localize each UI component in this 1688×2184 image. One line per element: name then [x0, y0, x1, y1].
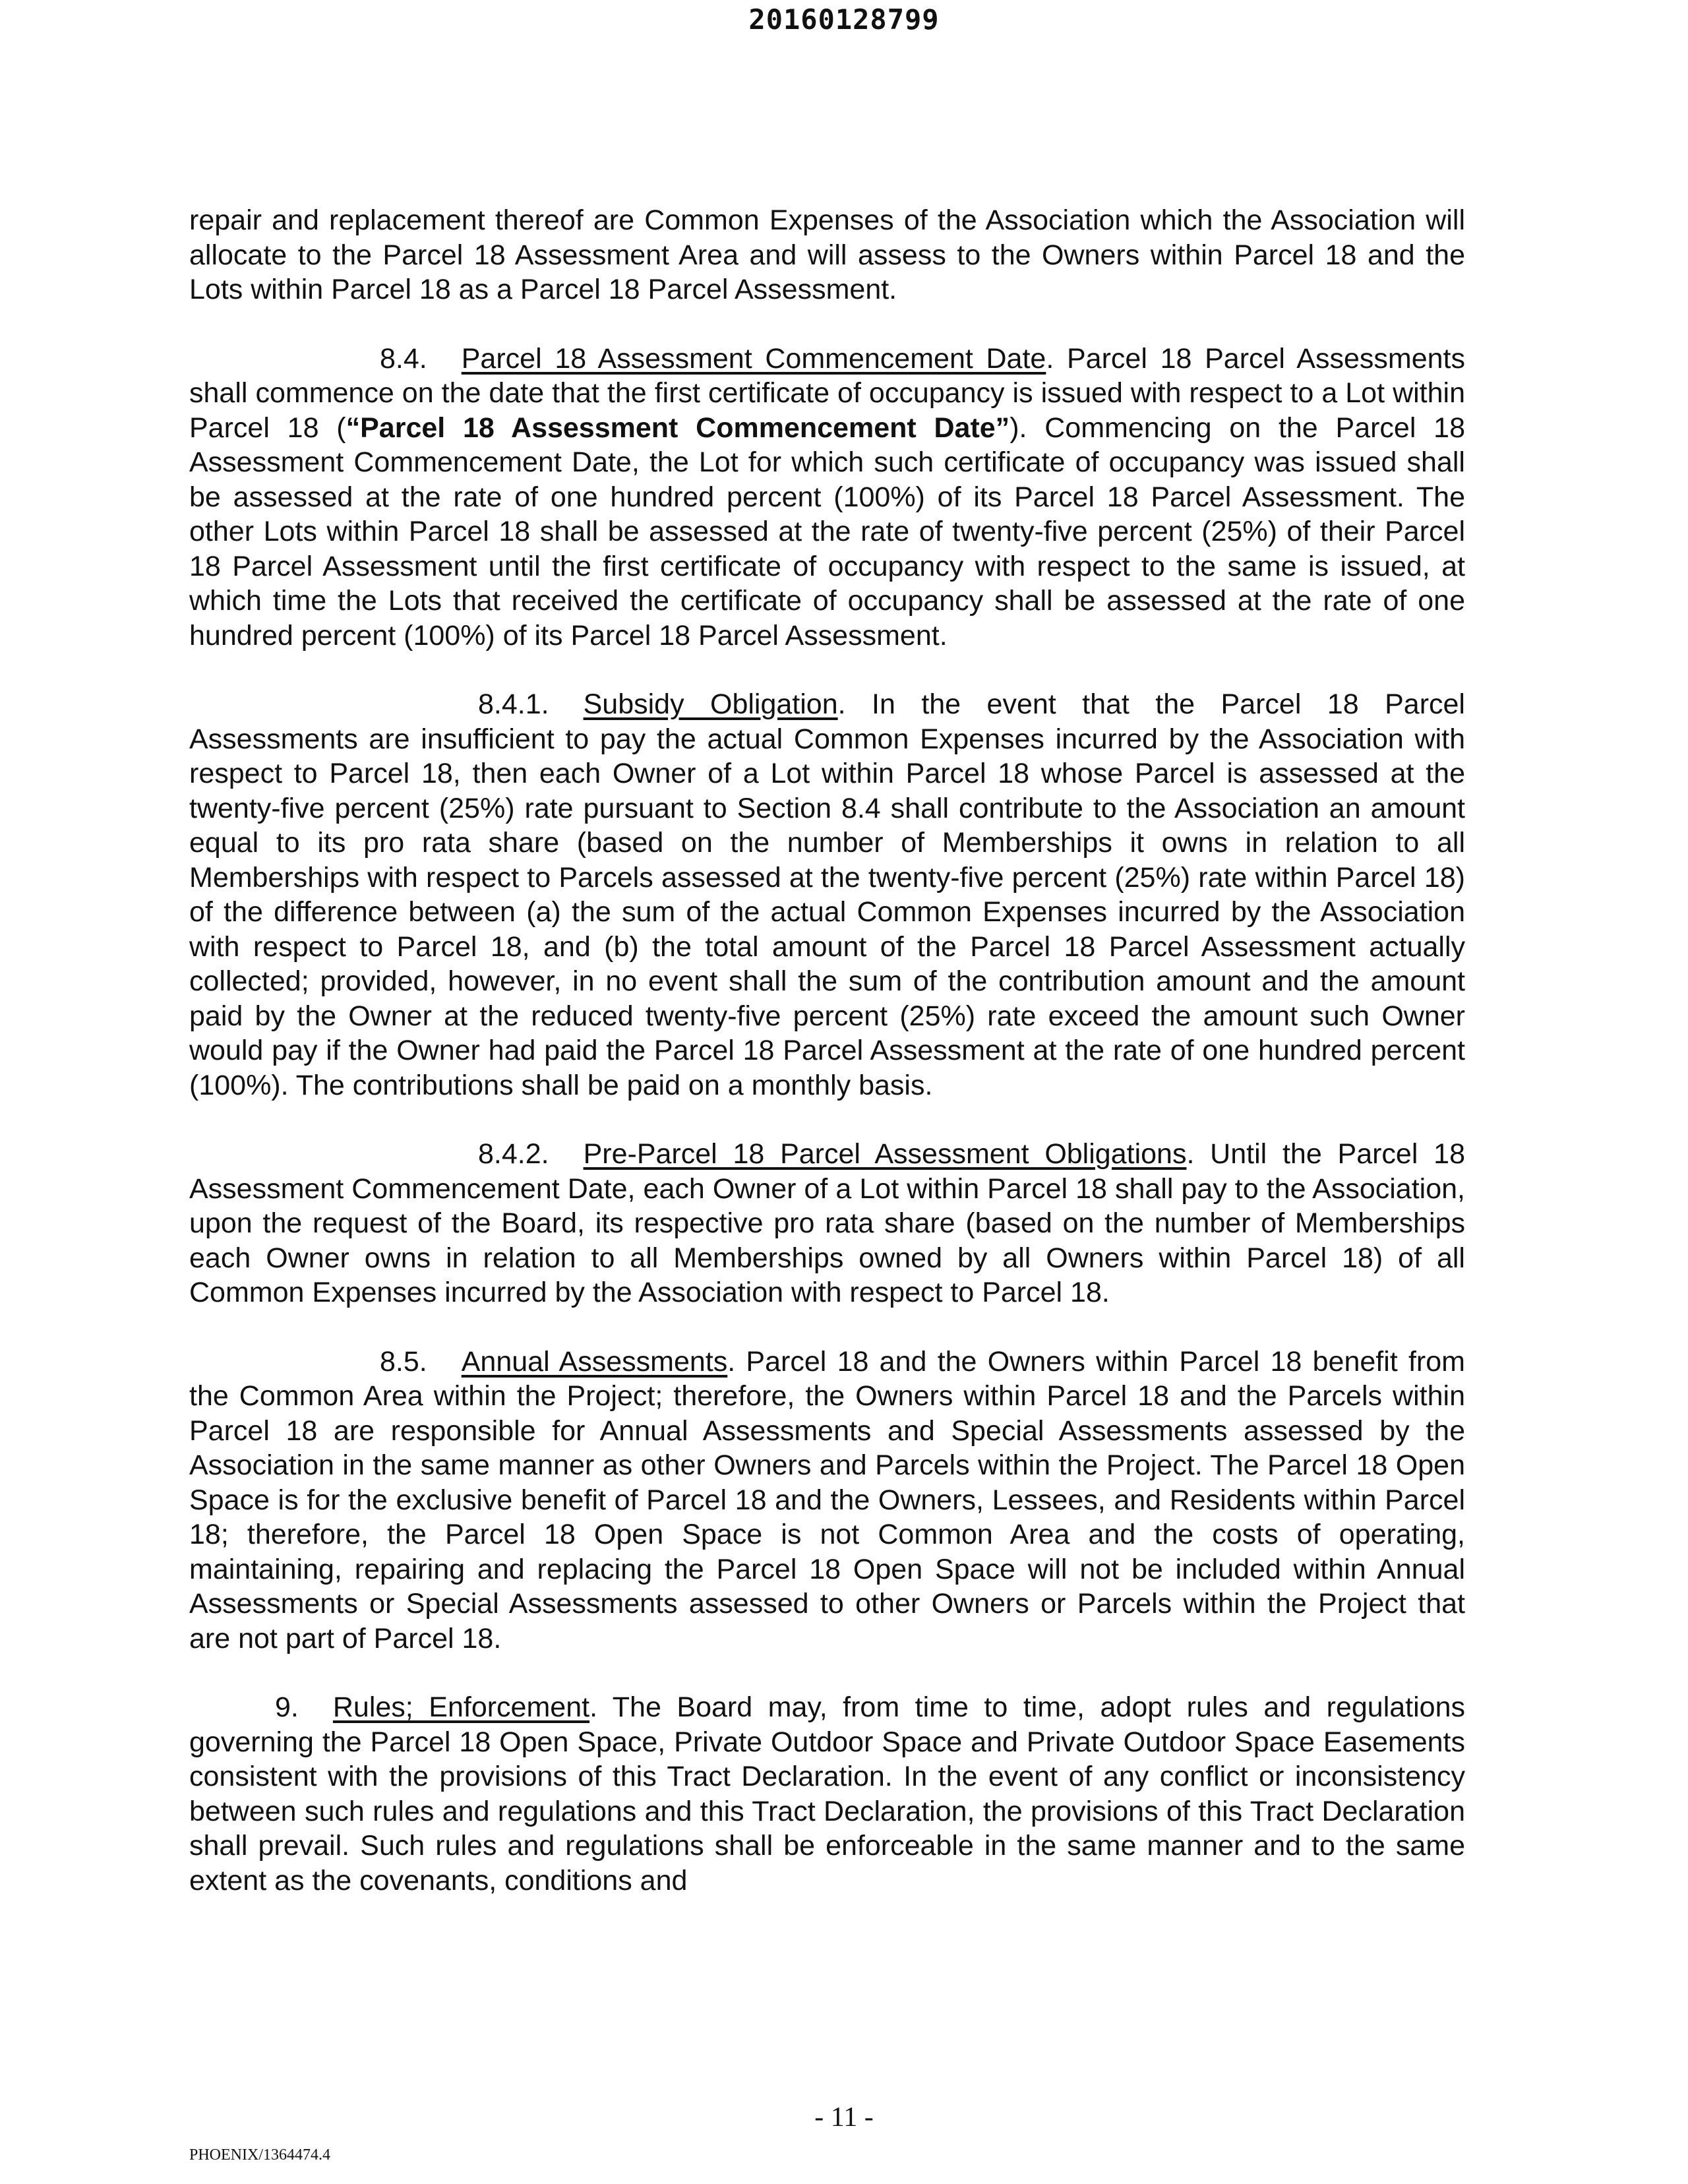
- section-heading: Parcel 18 Assessment Commencement Date: [461, 342, 1046, 375]
- section-number: 8.4.: [380, 342, 427, 375]
- section-number: 9.: [275, 1691, 299, 1723]
- section-heading: Rules; Enforcement: [332, 1691, 590, 1723]
- section-text: . In the event that the Parcel 18 Parcel Assessments are insufficient to pay the actual Common Expenses incurred by the Association with respect to Parcel 18, then each Owner of a Lot within Parcel 18 whose Parcel is assessed at the twenty-five percent (25%) rate pursuant to Section 8.4 shall contribute to the Association an amount equal to its pro rata share (based on the number of Memberships it owns in relation to all Memberships with respect to Parcels assessed at the twenty-five percent (25%) rate within Parcel 18) of the difference between (a) the sum of the actual Common Expenses incurred by the Association with respect to Parcel 18, and (b) the total amount of the Parcel 18 Parcel Assessment actually collected; provided, however, in no event shall the sum of the contribution amount and the amount paid by the Owner at the reduced twenty-five percent (25%) rate exceed the amount such Owner would pay if the Owner had paid the Parcel 18 Parcel Assessment at the rate of one hundred percent (100%). The contributions shall be paid on a monthly basis.: [189, 688, 1465, 1101]
- section-8-4-2: [189, 1137, 1465, 1310]
- section-8-4: [189, 342, 1465, 653]
- section-heading: Annual Assessments: [461, 1345, 728, 1378]
- section-text: . The Board may, from time to time, adopt rules and regulations governing the Parcel 18 Open Space, Private Outdoor Space and Private Outdoor Space Easements consistent with the provisions of this Tract Declaration. In the event of any conflict or inconsistency between such rules and regulations and this Tract Declaration, the provisions of this Tract Declaration shall prevail. Such rules and regulations shall be enforceable in the same manner and to the same extent as the covenants, conditions and: [189, 1691, 1465, 1896]
- page-number: - 11 -: [814, 2102, 874, 2133]
- document-id: PHOENIX/1364474.4: [189, 2146, 330, 2164]
- section-heading: Pre-Parcel 18 Parcel Assessment Obligations: [583, 1138, 1187, 1170]
- section-heading: Subsidy Obligation: [583, 688, 838, 720]
- section-8-5: [189, 1345, 1465, 1656]
- section-text: . Parcel 18 Parcel Assessments shall commence on the date that the first certificate of occupancy is issued with respect to a Lot within Parcel 18 (: [189, 342, 1465, 444]
- section-text: . Until the Parcel 18 Assessment Commencement Date, each Owner of a Lot within Parcel 18 shall pay to the Association, upon the request of the Board, its respective pro rata share (based on the number of Memberships each Owner owns in relation to all Memberships owned by all Owners within Parcel 18) of all Common Expenses incurred by the Association with respect to Parcel 18.: [189, 1138, 1465, 1308]
- section-number: 8.4.2.: [478, 1138, 549, 1170]
- section-text: . Parcel 18 and the Owners within Parcel 18 benefit from the Common Area within the Project; therefore, the Owners within Parcel 18 and the Parcels within Parcel 18 are responsible for Annual Assessments and Special Assessments assessed by the Association in the same manner as other Owners and Parcels within the Project. The Parcel 18 Open Space is for the exclusive benefit of Parcel 18 and the Owners, Lessees, and Residents within Parcel 18; therefore, the Parcel 18 Open Space is not Common Area and the costs of operating, maintaining, repairing and replacing the Parcel 18 Open Space will not be included within Annual Assessments or Special Assessments assessed to other Owners or Parcels within the Project that are not part of Parcel 18.: [189, 1345, 1465, 1654]
- document-body: [189, 203, 1465, 1932]
- section-text-continued: ). Commencing on the Parcel 18 Assessment Commencement Date, the Lot for which such certificate of occupancy was issued shall be assessed at the rate of one hundred percent (100%) of its Parcel 18 Parcel Assessment. The other Lots within Parcel 18 shall be assessed at the rate of twenty-five percent (25%) of their Parcel 18 Parcel Assessment until the first certificate of occupancy with respect to the same is issued, at which time the Lots that received the certificate of occupancy shall be assessed at the rate of one hundred percent (100%) of its Parcel 18 Parcel Assessment.: [189, 411, 1466, 652]
- section-9: [189, 1690, 1465, 1898]
- section-8-4-1: [189, 687, 1465, 1103]
- paragraph-text: repair and replacement thereof are Common Expenses of the Association which the Association will allocate to the Parcel 18 Assessment Area and will assess to the Owners within Parcel 18 and the Lots within Parcel 18 as a Parcel 18 Parcel Assessment.: [189, 204, 1465, 305]
- paragraph-intro: [189, 203, 1465, 307]
- section-number: 8.5.: [380, 1345, 427, 1378]
- defined-term: “Parcel 18 Assessment Commencement Date”: [346, 411, 1010, 444]
- document-number: 20160128799: [748, 3, 940, 36]
- section-number: 8.4.1.: [478, 688, 549, 720]
